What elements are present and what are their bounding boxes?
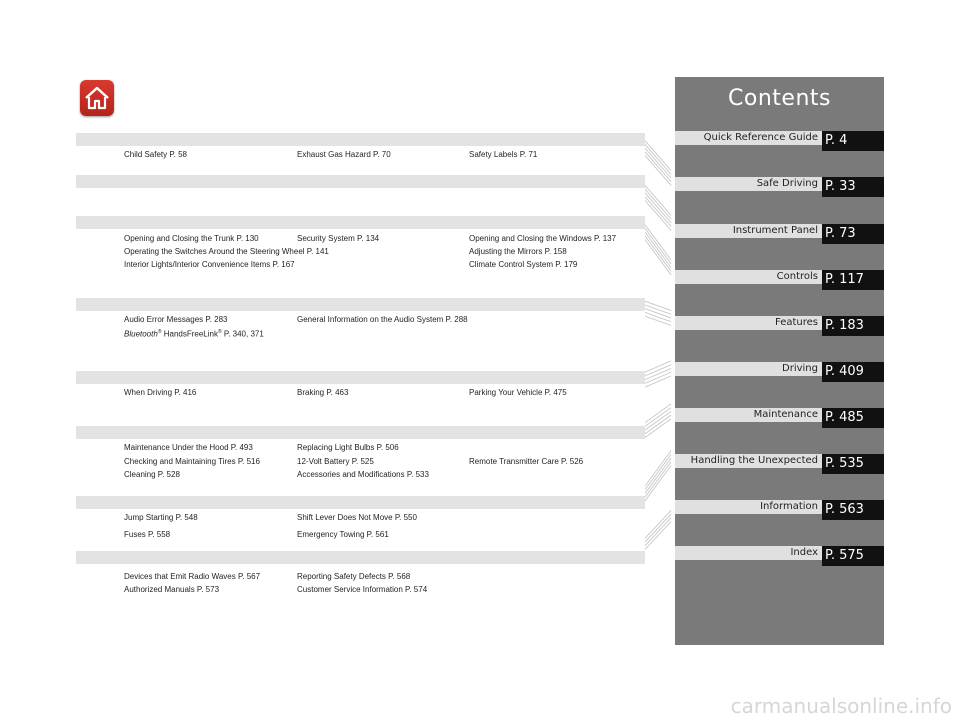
section-bar-instrument-panel — [76, 175, 645, 188]
tab-label: Handling the Unexpected — [675, 454, 822, 468]
bluetooth-text: Bluetooth — [124, 329, 158, 339]
contents-title: Contents — [728, 86, 831, 111]
link-emergency-towing[interactable]: Emergency Towing P. 561 — [297, 530, 389, 539]
tab-label: Safe Driving — [675, 177, 822, 191]
link-maintenance-under-hood[interactable]: Maintenance Under the Hood P. 493 — [124, 443, 253, 452]
link-parking[interactable]: Parking Your Vehicle P. 475 — [469, 388, 567, 397]
tab-quick-reference-guide[interactable] — [675, 131, 884, 151]
link-steering-switches[interactable]: Operating the Switches Around the Steering Wheel P. 141 — [124, 247, 329, 256]
link-remote-transmitter[interactable]: Remote Transmitter Care P. 526 — [469, 457, 584, 466]
link-when-driving[interactable]: When Driving P. 416 — [124, 388, 197, 397]
section-bar-driving — [76, 371, 645, 384]
tab-driving[interactable] — [675, 362, 884, 382]
link-exhaust-gas-hazard[interactable]: Exhaust Gas Hazard P. 70 — [297, 150, 391, 159]
registered-mark: ® — [157, 329, 162, 335]
link-customer-service[interactable]: Customer Service Information P. 574 — [297, 585, 428, 594]
tab-page: P. 117 — [822, 270, 884, 290]
tab-controls[interactable] — [675, 270, 884, 290]
link-cleaning[interactable]: Cleaning P. 528 — [124, 470, 180, 479]
tab-label: Controls — [675, 270, 822, 284]
handsfreelink-pages: P. 340, 371 — [221, 329, 264, 339]
section-bar-safe-driving — [76, 133, 645, 146]
link-fuses[interactable]: Fuses P. 558 — [124, 530, 171, 539]
tab-label: Driving — [675, 362, 822, 376]
tab-instrument-panel[interactable] — [675, 224, 884, 244]
link-security-system[interactable]: Security System P. 134 — [297, 234, 380, 243]
link-windows[interactable]: Opening and Closing the Windows P. 137 — [469, 234, 617, 243]
home-icon — [84, 86, 110, 110]
section-bar-unexpected — [76, 496, 645, 509]
link-tires[interactable]: Checking and Maintaining Tires P. 516 — [124, 457, 260, 466]
tab-information[interactable] — [675, 500, 884, 520]
link-audio-general-info[interactable]: General Information on the Audio System P. 288 — [297, 315, 468, 324]
tab-maintenance[interactable] — [675, 408, 884, 428]
tab-page: P. 183 — [822, 316, 884, 336]
tab-label: Index — [675, 546, 822, 560]
link-mirrors[interactable]: Adjusting the Mirrors P. 158 — [469, 247, 567, 256]
tab-page: P. 409 — [822, 362, 884, 382]
tab-page: P. 535 — [822, 454, 884, 474]
connector-stripes — [645, 126, 673, 566]
link-replacing-bulbs[interactable]: Replacing Light Bulbs P. 506 — [297, 443, 399, 452]
link-jump-starting[interactable]: Jump Starting P. 548 — [124, 513, 198, 522]
tab-safe-driving[interactable] — [675, 177, 884, 197]
section-bar-information — [76, 551, 645, 564]
tab-page: P. 33 — [822, 177, 884, 197]
link-radio-waves[interactable]: Devices that Emit Radio Waves P. 567 — [124, 572, 261, 581]
link-12v-battery[interactable]: 12-Volt Battery P. 525 — [297, 457, 374, 466]
tab-label: Maintenance — [675, 408, 822, 422]
section-bar-controls — [76, 216, 645, 229]
tab-page: P. 563 — [822, 500, 884, 520]
tab-page: P. 4 — [822, 131, 884, 151]
home-button[interactable] — [80, 80, 114, 116]
tab-label: Instrument Panel — [675, 224, 822, 238]
link-bluetooth-handsfreelink[interactable] — [124, 327, 264, 340]
link-child-safety[interactable]: Child Safety P. 58 — [124, 150, 188, 159]
link-interior-lights[interactable]: Interior Lights/Interior Convenience Items P. 167 — [124, 260, 295, 269]
link-authorized-manuals[interactable]: Authorized Manuals P. 573 — [124, 585, 220, 594]
link-braking[interactable]: Braking P. 463 — [297, 388, 349, 397]
link-shift-lever[interactable]: Shift Lever Does Not Move P. 550 — [297, 513, 417, 522]
handsfreelink-text: HandsFreeLink — [161, 329, 218, 339]
registered-mark: ® — [217, 329, 222, 335]
tab-page: P. 73 — [822, 224, 884, 244]
link-audio-error-messages[interactable]: Audio Error Messages P. 283 — [124, 315, 228, 324]
tab-label: Quick Reference Guide — [675, 131, 822, 145]
tab-index[interactable] — [675, 546, 884, 566]
tab-page: P. 575 — [822, 546, 884, 566]
tab-page: P. 485 — [822, 408, 884, 428]
watermark: carmanualsonline.info — [730, 694, 952, 718]
link-accessories[interactable]: Accessories and Modifications P. 533 — [297, 470, 429, 479]
tab-handling-the-unexpected[interactable] — [675, 454, 884, 474]
tab-features[interactable] — [675, 316, 884, 336]
tab-label: Features — [675, 316, 822, 330]
section-bar-features — [76, 298, 645, 311]
tab-label: Information — [675, 500, 822, 514]
link-climate-control[interactable]: Climate Control System P. 179 — [469, 260, 578, 269]
link-safety-labels[interactable]: Safety Labels P. 71 — [469, 150, 538, 159]
section-bar-maintenance — [76, 426, 645, 439]
link-trunk[interactable]: Opening and Closing the Trunk P. 130 — [124, 234, 259, 243]
link-safety-defects[interactable]: Reporting Safety Defects P. 568 — [297, 572, 411, 581]
